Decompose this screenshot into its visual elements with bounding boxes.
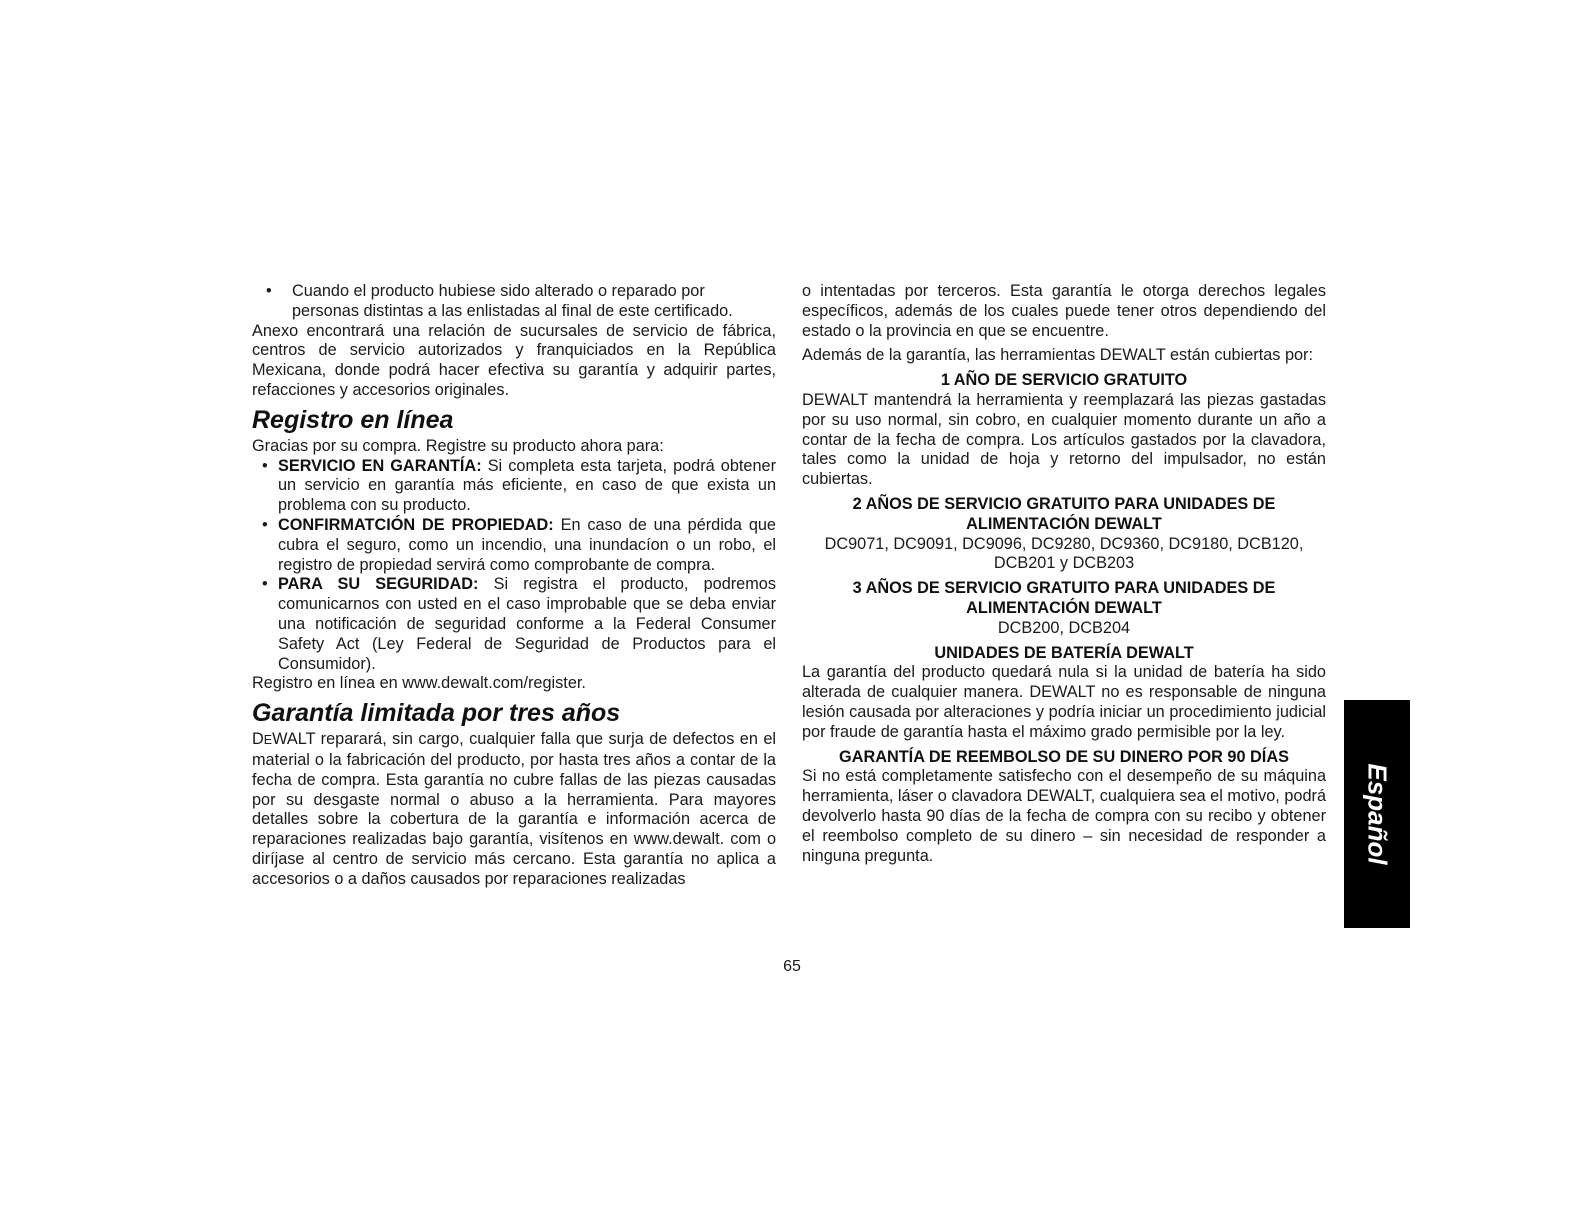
section-5-text: Si no está completamente satisfecho con el desempeño de su máquina herramienta, láser o clavadora DEWALT, cualquiera sea el motivo, podrá devolverlo hasta 90 días de la fecha de compra con su recibo y obtener el reembolso completo de su dinero – sin necesidad de responder a ninguna pregunta. [802,767,1326,865]
left-column [252,282,776,890]
ademas-paragraph: Además de la garantía, las herramientas DEWALT están cubiertas por: [802,346,1313,365]
bullet-altered-text: Cuando el producto hubiese sido alterado o reparado por personas distintas a las enlistadas al final de este certificado. [292,282,733,320]
registro-heading: Registro en línea [252,405,454,434]
registro-item-text: En caso de una pérdida que cubra el seguro, como un incendio, una inundacíon o un robo, el registro de propiedad servirá como comprobante de compra. [278,515,776,574]
right-column [802,282,1326,866]
garantia-text: reparará, sin cargo, cualquier falla que surja de defectos en el material o la fabricación del producto, por hasta tres años a contar de la fecha de compra. Esta garantía no cubre fallas de las piezas causadas por su desgaste normal o abuso a la herramienta. Para mayores detalles sobre la cobertura de la garantía e información acerca de reparaciones realizadas bajo garantía, visítenos en www.dewalt. com o diríjase al centro de servicio más cercano. Esta garantía no aplica a accesorios o a daños causados por reparaciones realizadas [252,730,776,888]
language-tab [1344,700,1410,928]
registro-item-propiedad [252,516,776,575]
section-1-text: DEWALT mantendrá la herramienta y reemplazará las piezas gastadas por su uso normal, sin cobro, en cualquier momento durante un año a contar de la fecha de compra. Los artículos gastados por la clavadora, tales como la unidad de hoja y retorno del impulsador, no están cubiertas. [802,390,1326,489]
registro-item-seguridad [252,575,776,674]
annex-paragraph: Anexo encontrará una relación de sucursales de servicio de fábrica, centros de servicio autorizados y franquiciados en la República Mexicana, donde podrá hacer efectiva su garantía y adquirir partes, refacciones y accesorios originales. [252,321,776,399]
registro-item-servicio [252,457,776,516]
registro-online: Registro en línea en www.dewalt.com/register. [252,674,586,693]
registro-intro: Gracias por su compra. Registre su producto ahora para: [252,436,664,455]
section-4-text: La garantía del producto quedará nula si la unidad de batería ha sido alterada de cualquier manera. DEWALT no es responsable de ninguna lesión causada por alteraciones y podría iniciar un procedimiento judicial por fraude de garantía hasta el máximo grado permisible por la ley. [802,663,1326,741]
bullet-icon: • [262,515,268,534]
section-3-models: DCB200, DCB204 [997,618,1131,637]
bullet-icon: • [262,456,268,475]
registro-item-label: SERVICIO EN GARANTÍA: [278,456,482,475]
section-2-heading: 2 AÑOS DE SERVICIO GRATUITO PARA UNIDADES DE ALIMENTACIÓN DEWALT [852,494,1276,533]
page-number: 65 [783,958,801,975]
bullet-icon: • [262,575,268,594]
bullet-altered [266,282,776,322]
registro-item-label: CONFIRMATCIÓN DE PROPIEDAD: [278,515,554,534]
section-3-heading: 3 AÑOS DE SERVICIO GRATUITO PARA UNIDADES DE ALIMENTACIÓN DEWALT [852,579,1276,617]
registro-item-text: Si registra el producto, podremos comunicarnos con usted en el caso improbable que se deba enviar una notificación de seguridad conforme a la Federal Consumer Safety Act (Ley Federal de Seguridad de Productos para el Consumidor). [278,575,776,673]
section-5-heading: GARANTÍA DE REEMBOLSO DE SU DINERO POR 90 DÍAS [839,747,1289,766]
brand-d: D [252,730,264,749]
garantia-heading: Garantía limitada por tres años [252,699,621,728]
brand-e: E [263,733,273,748]
section-4-heading: UNIDADES DE BATERÍA DEWALT [934,643,1194,662]
section-1-heading: 1 AÑO DE SERVICIO GRATUITO [940,371,1188,390]
brand-rest: WALT [272,730,316,749]
section-2-models: DC9071, DC9091, DC9096, DC9280, DC9360, DC9180, DCB120, DCB201 y DCB203 [824,534,1304,573]
registro-item-label: PARA SU SEGURIDAD: [278,575,479,594]
bullet-icon: • [266,282,272,300]
continuation-paragraph: o intentadas por terceros. Esta garantía le otorga derechos legales específicos, además de los cuales puede tener otros dependiendo del estado o la provincia en que se encuentre. [802,282,1326,340]
registro-item-text: Si completa esta tarjeta, podrá obtener un servicio en garantía más eficiente, en caso de que exista un problema con su producto. [278,456,776,515]
garantia-paragraph [252,730,776,889]
language-tab-label: Español [1362,763,1393,865]
